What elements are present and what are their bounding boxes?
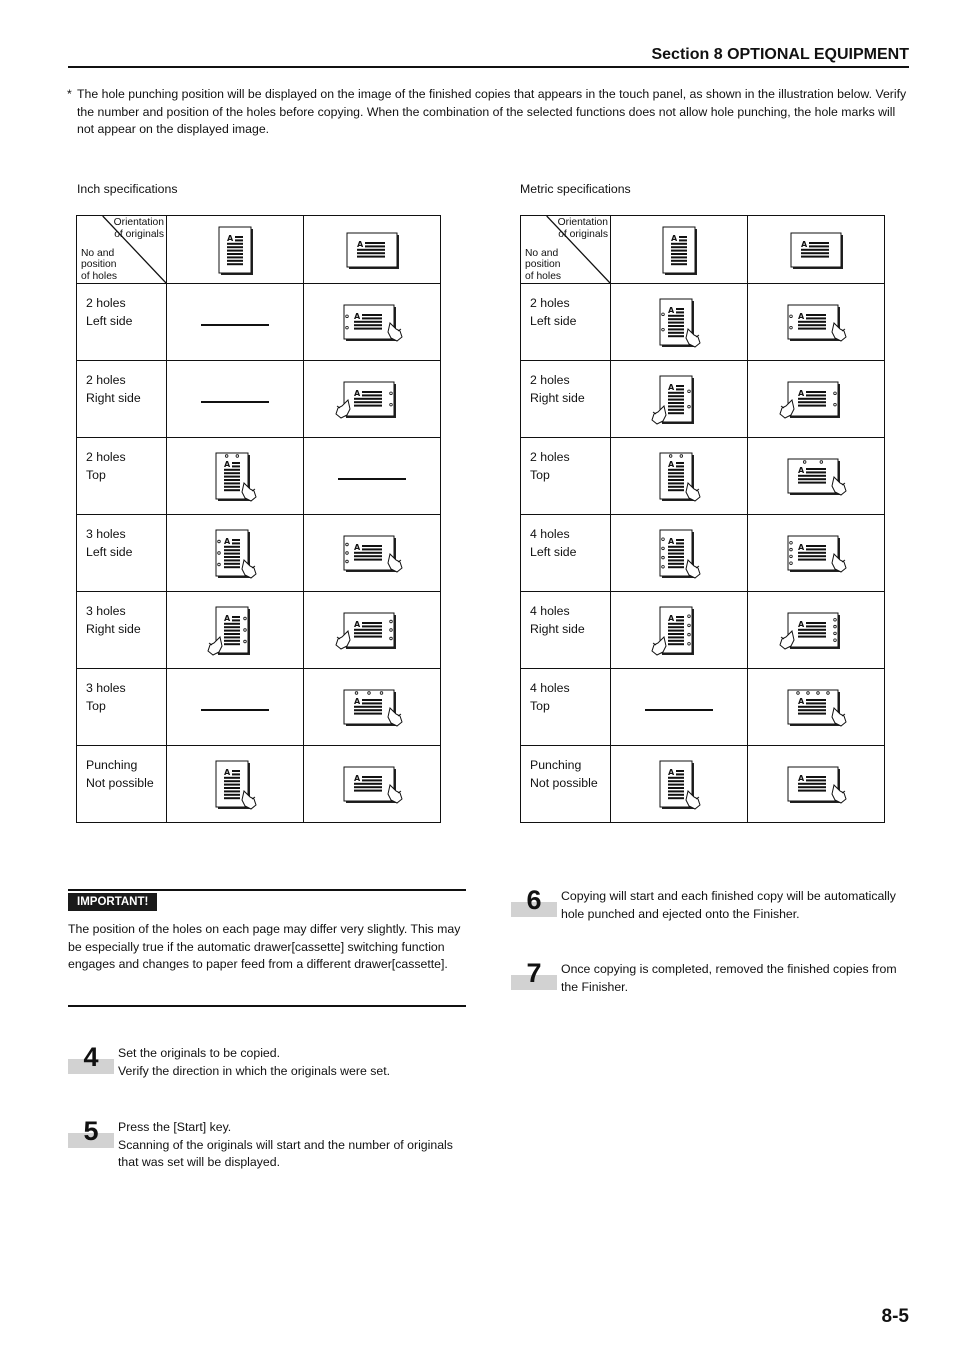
svg-text:A: A [224, 537, 231, 546]
document-icon [776, 679, 856, 735]
svg-text:A: A [354, 543, 361, 552]
svg-text:A: A [798, 620, 805, 629]
document-icon [332, 602, 412, 658]
step-text [118, 1045, 463, 1080]
unavailable-cell [167, 284, 304, 361]
note-text: The hole punching position will be displayed on the image of the finished copies that appears in the touch panel, as shown in the illustration below. Verify the number and position of the holes before copying. When the combination of the selected functions does not allow hole punching, the hole marks will not appear on the displayed image. [77, 87, 907, 136]
hole-position: Top [530, 468, 550, 482]
unavailable-dash [201, 401, 269, 403]
hole-count: 2 holes [86, 450, 126, 464]
document-icon [776, 756, 856, 812]
step-line: Set the originals to be copied. [118, 1046, 281, 1060]
document-icon [332, 525, 412, 581]
hole-count: Punching [530, 758, 582, 772]
document-icon [776, 602, 856, 658]
punch-preview-cell [304, 284, 441, 361]
holes-label [81, 248, 117, 283]
punch-preview-cell [748, 361, 885, 438]
document-icon [195, 448, 275, 504]
punch-preview-cell [304, 746, 441, 823]
table-row [521, 669, 885, 746]
punch-preview-cell [748, 284, 885, 361]
header-row [77, 216, 441, 284]
row-label [77, 438, 167, 515]
document-icon [639, 294, 719, 350]
table-row [521, 284, 885, 361]
unavailable-dash [201, 709, 269, 711]
document-icon [195, 222, 275, 278]
metric-spec-table [520, 215, 885, 823]
holes-label-line: No and [81, 247, 115, 259]
unavailable-dash [645, 709, 713, 711]
orientation-label [558, 217, 608, 241]
table-row [77, 361, 441, 438]
table-row [521, 361, 885, 438]
punch-preview-cell [167, 515, 304, 592]
section-title: Section 8 OPTIONAL EQUIPMENT [651, 46, 909, 63]
hole-position: Left side [86, 314, 133, 328]
hole-position: Right side [530, 622, 585, 636]
document-icon [776, 371, 856, 427]
svg-text:A: A [354, 774, 361, 783]
step-number: 4 [83, 1042, 99, 1072]
holes-label-line: of holes [81, 270, 118, 282]
document-icon [639, 525, 719, 581]
hole-count: 4 holes [530, 681, 570, 695]
hole-count: Punching [86, 758, 138, 772]
punch-preview-cell [167, 746, 304, 823]
important-box [68, 889, 466, 1007]
orientation-label-line: of originals [114, 229, 164, 240]
orientation-label-line: of originals [558, 229, 608, 240]
unavailable-dash [338, 478, 406, 480]
hole-count: 4 holes [530, 527, 570, 541]
svg-text:A: A [798, 389, 805, 398]
row-label [77, 592, 167, 669]
intro-note [67, 86, 912, 139]
page-number: 8-5 [881, 1306, 909, 1327]
svg-text:A: A [798, 466, 805, 475]
step-number: 7 [526, 958, 542, 988]
svg-text:A: A [798, 543, 805, 552]
svg-text:A: A [668, 768, 675, 777]
svg-text:A: A [801, 239, 808, 249]
corner-cell [77, 216, 167, 284]
document-icon [639, 756, 719, 812]
document-icon [776, 294, 856, 350]
table-row [77, 438, 441, 515]
svg-text:A: A [668, 383, 675, 392]
svg-text:A: A [798, 774, 805, 783]
unavailable-cell [167, 669, 304, 746]
step-line: Verify the direction in which the originals were set. [118, 1063, 391, 1078]
note-bullet: * [67, 87, 72, 101]
punch-preview-cell [167, 592, 304, 669]
svg-text:A: A [798, 697, 805, 706]
row-label [77, 669, 167, 746]
row-label [77, 361, 167, 438]
inch-spec-label: Inch specifications [77, 182, 178, 196]
hole-position: Top [86, 699, 106, 713]
punch-preview-cell [748, 746, 885, 823]
step-6 [511, 885, 911, 938]
table-row [77, 284, 441, 361]
svg-text:A: A [668, 460, 675, 469]
hole-position: Not possible [86, 776, 154, 790]
document-icon [639, 371, 719, 427]
svg-text:A: A [227, 233, 234, 243]
document-icon [639, 222, 719, 278]
row-label [521, 361, 611, 438]
svg-text:A: A [668, 537, 675, 546]
hole-count: 3 holes [86, 604, 126, 618]
inch-spec-table [76, 215, 441, 823]
orientation-label-line: Orientation [557, 217, 608, 228]
step-number: 5 [83, 1116, 99, 1146]
punch-preview-cell [304, 592, 441, 669]
step-text [561, 888, 906, 923]
table-row [521, 592, 885, 669]
metric-spec-label: Metric specifications [520, 182, 631, 196]
hole-position: Left side [530, 545, 577, 559]
hole-count: 2 holes [530, 373, 570, 387]
row-label [521, 438, 611, 515]
step-number: 6 [526, 885, 542, 915]
document-icon [332, 371, 412, 427]
step-7 [511, 958, 911, 1011]
document-icon [332, 222, 412, 278]
header-row [521, 216, 885, 284]
svg-text:A: A [671, 233, 678, 243]
orientation-label-line: Orientation [113, 217, 164, 228]
punch-preview-cell [167, 438, 304, 515]
table-row [77, 515, 441, 592]
hole-position: Right side [86, 622, 141, 636]
hole-position: Right side [530, 391, 585, 405]
row-label [77, 515, 167, 592]
punch-preview-cell [748, 438, 885, 515]
step-4 [68, 1042, 468, 1095]
document-icon [195, 756, 275, 812]
document-icon [639, 602, 719, 658]
row-label [521, 515, 611, 592]
hole-position: Top [86, 468, 106, 482]
hole-position: Right side [86, 391, 141, 405]
document-icon [195, 602, 275, 658]
corner-cell [521, 216, 611, 284]
svg-text:A: A [668, 614, 675, 623]
svg-text:A: A [798, 312, 805, 321]
svg-text:A: A [354, 620, 361, 629]
punch-preview-cell [304, 361, 441, 438]
step-5 [68, 1116, 468, 1179]
holes-label-line: of holes [525, 270, 562, 282]
hole-position: Not possible [530, 776, 598, 790]
row-label [521, 284, 611, 361]
section-header [68, 46, 909, 68]
punch-preview-cell [748, 669, 885, 746]
unavailable-cell [304, 438, 441, 515]
hole-position: Top [530, 699, 550, 713]
punch-preview-cell [611, 592, 748, 669]
step-text [118, 1119, 463, 1172]
important-text: The position of the holes on each page may differ very slightly. This may be especially true if the automatic drawer[cassette] switching function engages and changes to paper feed from a different drawer[cassette]. [68, 922, 461, 971]
holes-label-line: position [81, 259, 117, 270]
svg-text:A: A [224, 768, 231, 777]
step-line: Press the [Start] key. [118, 1120, 232, 1134]
punch-preview-cell [304, 669, 441, 746]
punch-preview-cell [748, 592, 885, 669]
orientation-label [114, 217, 164, 241]
punch-preview-cell [611, 746, 748, 823]
table-row [521, 746, 885, 823]
table-row [77, 746, 441, 823]
hole-count: 2 holes [530, 296, 570, 310]
hole-count: 2 holes [530, 450, 570, 464]
step-text [561, 961, 906, 996]
row-label [521, 669, 611, 746]
document-icon [776, 448, 856, 504]
document-icon [332, 294, 412, 350]
row-label [521, 746, 611, 823]
table-row [77, 592, 441, 669]
svg-text:A: A [668, 306, 675, 315]
table-row [521, 438, 885, 515]
step-line: Once copying is completed, removed the finished copies from the Finisher. [561, 962, 897, 994]
svg-text:A: A [224, 460, 231, 469]
table-row [77, 669, 441, 746]
table-row [521, 515, 885, 592]
punch-preview-cell [611, 361, 748, 438]
punch-preview-cell [748, 515, 885, 592]
svg-text:A: A [224, 614, 231, 623]
svg-text:A: A [354, 312, 361, 321]
hole-count: 4 holes [530, 604, 570, 618]
orientation-header-cell [611, 216, 748, 284]
document-icon [776, 525, 856, 581]
orientation-header-cell [167, 216, 304, 284]
hole-position: Left side [530, 314, 577, 328]
document-icon [332, 756, 412, 812]
row-label [521, 592, 611, 669]
hole-count: 3 holes [86, 527, 126, 541]
punch-preview-cell [611, 515, 748, 592]
hole-count: 3 holes [86, 681, 126, 695]
orientation-header-cell [304, 216, 441, 284]
hole-count: 2 holes [86, 296, 126, 310]
document-icon [639, 448, 719, 504]
hole-position: Left side [86, 545, 133, 559]
orientation-header-cell [748, 216, 885, 284]
step-line: Scanning of the originals will start and the number of originals that was set will be displayed. [118, 1137, 453, 1169]
important-tag: IMPORTANT! [68, 893, 157, 911]
document-icon [776, 222, 856, 278]
hole-count: 2 holes [86, 373, 126, 387]
punch-preview-cell [611, 284, 748, 361]
unavailable-cell [611, 669, 748, 746]
svg-text:A: A [354, 697, 361, 706]
unavailable-dash [201, 324, 269, 326]
holes-label-line: No and [525, 247, 559, 259]
document-icon [195, 525, 275, 581]
document-icon [332, 679, 412, 735]
punch-preview-cell [304, 515, 441, 592]
row-label [77, 284, 167, 361]
holes-label [525, 248, 561, 283]
step-line: Copying will start and each finished copy will be automatically hole punched and ejected onto the Finisher. [561, 889, 896, 921]
svg-text:A: A [357, 239, 364, 249]
row-label [77, 746, 167, 823]
unavailable-cell [167, 361, 304, 438]
punch-preview-cell [611, 438, 748, 515]
holes-label-line: position [525, 259, 561, 270]
svg-text:A: A [354, 389, 361, 398]
